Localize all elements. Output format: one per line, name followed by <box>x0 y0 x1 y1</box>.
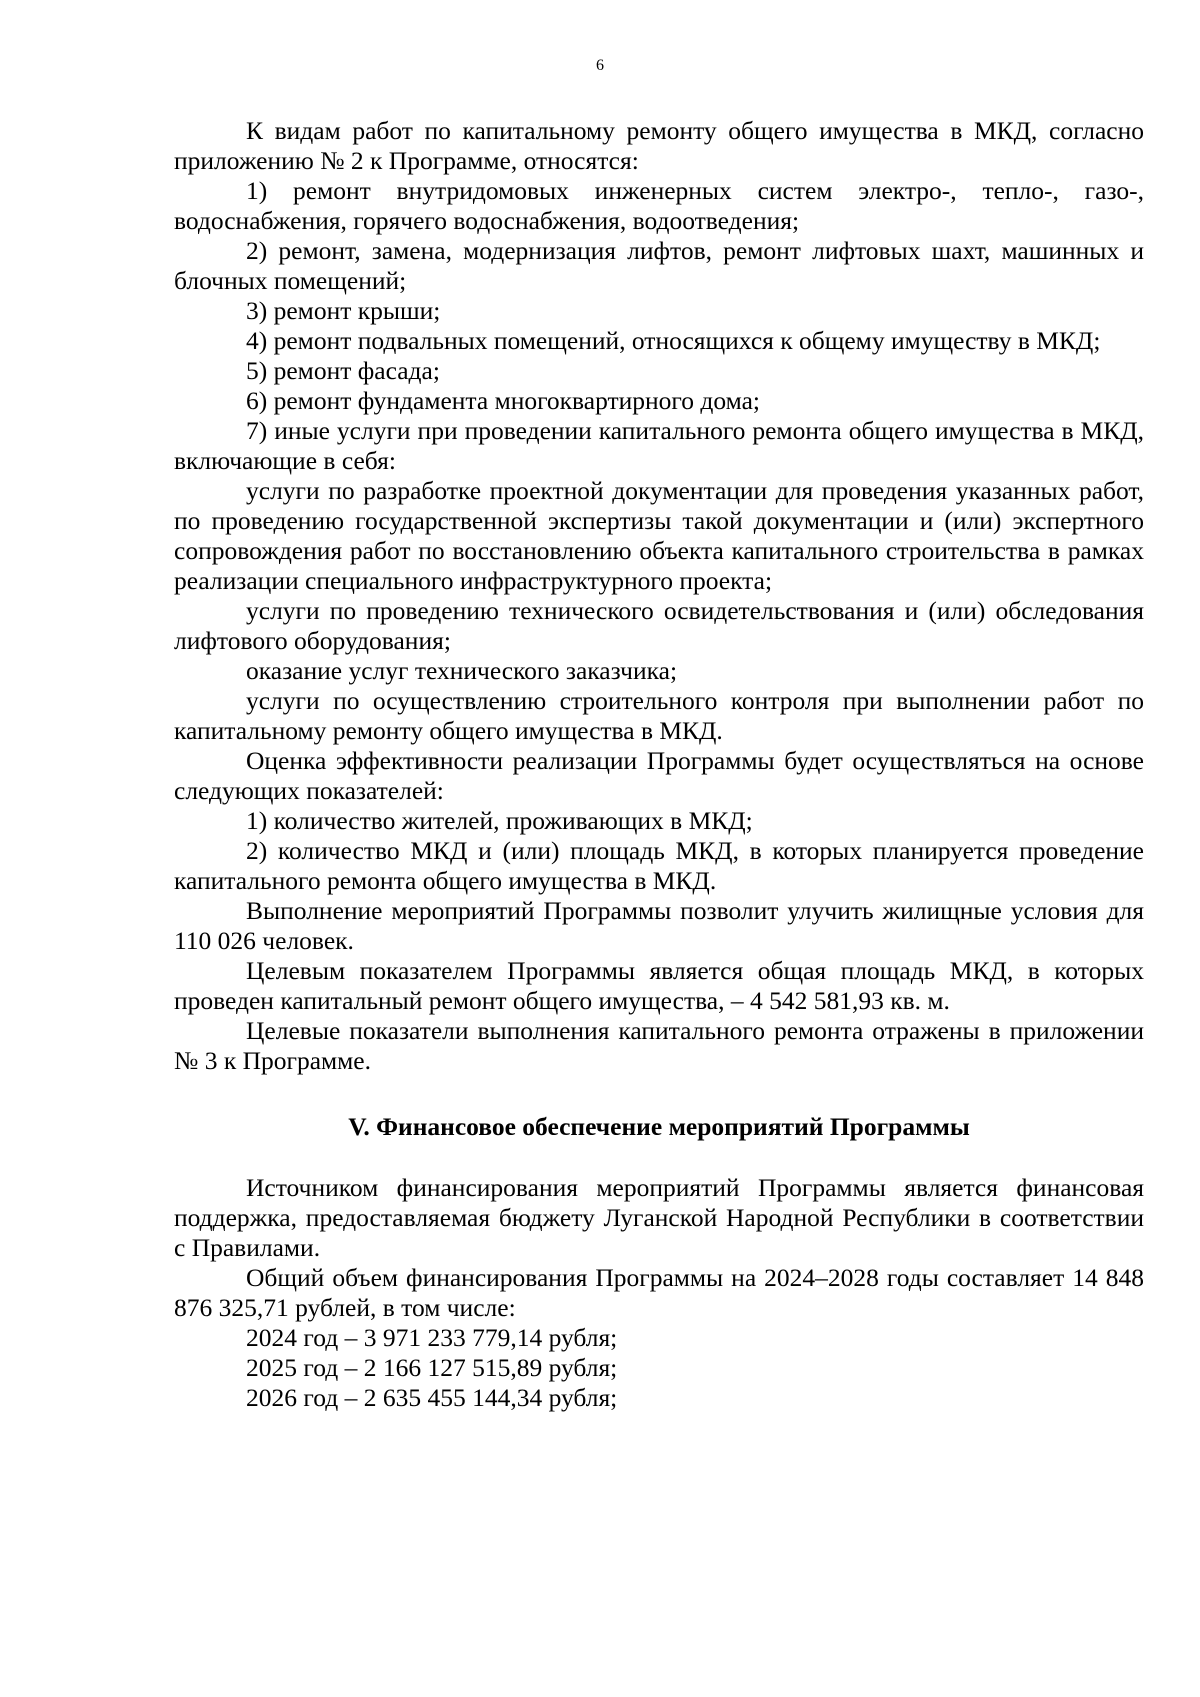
list-item: 2026 год – 2 635 455 144,34 рубля; <box>246 1383 618 1412</box>
list-item: 2025 год – 2 166 127 515,89 рубля; <box>246 1353 618 1382</box>
list-item: 6) ремонт фундамента многоквартирного дома; <box>246 386 760 415</box>
sub-list-item: услуги по разработке проектной документации для проведения указанных работ, по проведению государственной экспертизы такой документации и (или) экспертного сопровождения работ по восстановлению объекта капитального строительства в рамках реализации специального инфраструктурного проекта; <box>174 476 1144 595</box>
sub-list-item: оказание услуг технического заказчика; <box>246 656 678 685</box>
list-item: 2024 год – 3 971 233 779,14 рубля; <box>246 1323 618 1352</box>
paragraph: К видам работ по капитальному ремонту общего имущества в МКД, согласно приложению № 2 к Программе, относятся: <box>174 116 1144 175</box>
paragraph: Целевые показатели выполнения капитального ремонта отражены в приложении № 3 к Программе. <box>174 1016 1144 1075</box>
list-item: 3) ремонт крыши; <box>246 296 441 325</box>
list-item: 2) ремонт, замена, модернизация лифтов, ремонт лифтовых шахт, машинных и блочных помещений; <box>174 236 1144 295</box>
list-item: 1) количество жителей, проживающих в МКД; <box>246 806 753 835</box>
paragraph: Источником финансирования мероприятий Программы является финансовая поддержка, предоставляемая бюджету Луганской Народной Республики в соответствии с Правилами. <box>174 1173 1144 1262</box>
list-item: 4) ремонт подвальных помещений, относящихся к общему имуществу в МКД; <box>246 326 1101 355</box>
list-item: 2) количество МКД и (или) площадь МКД, в которых планируется проведение капитального ремонта общего имущества в МКД. <box>174 836 1144 895</box>
sub-list-item: услуги по проведению технического освидетельствования и (или) обследования лифтового оборудования; <box>174 596 1144 655</box>
section-heading: V. Финансовое обеспечение мероприятий Программы <box>348 1112 970 1141</box>
list-item: 1) ремонт внутридомовых инженерных систем электро-, тепло-, газо-, водоснабжения, горячего водоснабжения, водоотведения; <box>174 176 1144 235</box>
list-item: 7) иные услуги при проведении капитального ремонта общего имущества в МКД, включающие в себя: <box>174 416 1144 475</box>
document-body <box>174 116 1144 1413</box>
paragraph: Целевым показателем Программы является общая площадь МКД, в которых проведен капитальный ремонт общего имущества, – 4 542 581,93 кв. м. <box>174 956 1144 1015</box>
list-item: 5) ремонт фасада; <box>246 356 440 385</box>
page-number: 6 <box>596 57 604 74</box>
sub-list-item: услуги по осуществлению строительного контроля при выполнении работ по капитальному ремонту общего имущества в МКД. <box>174 686 1144 745</box>
paragraph: Оценка эффективности реализации Программы будет осуществляться на основе следующих показателей: <box>174 746 1144 805</box>
paragraph: Выполнение мероприятий Программы позволит улучить жилищные условия для 110 026 человек. <box>174 896 1144 955</box>
paragraph: Общий объем финансирования Программы на 2024–2028 годы составляет 14 848 876 325,71 рублей, в том числе: <box>174 1263 1144 1322</box>
